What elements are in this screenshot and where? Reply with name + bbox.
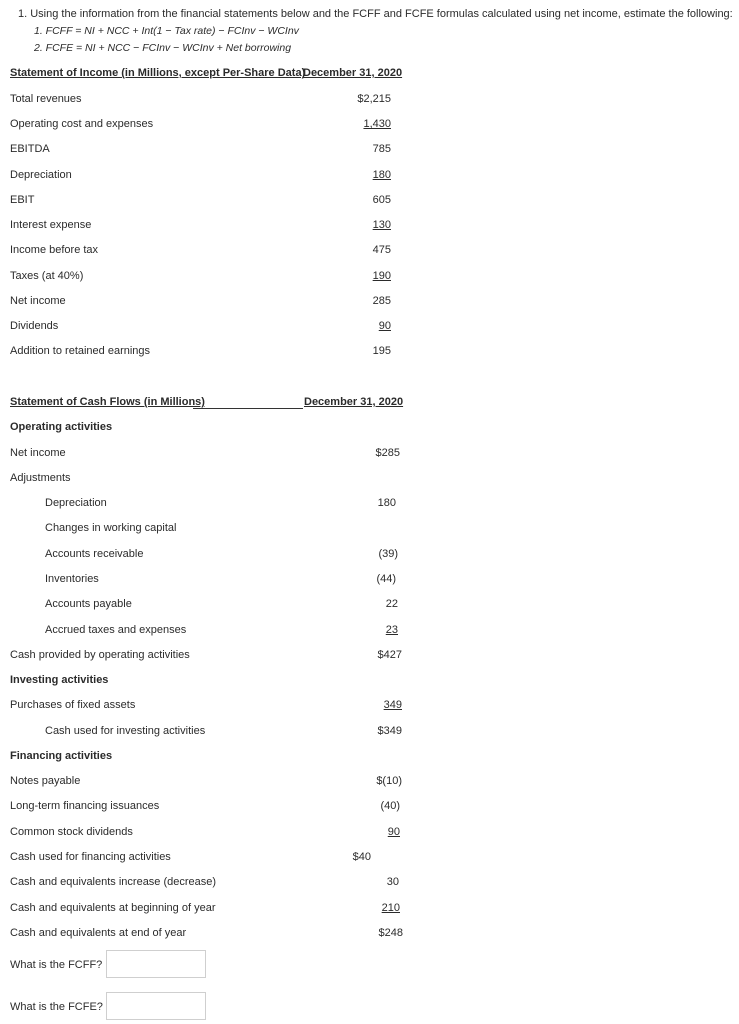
ar-label: Accounts receivable	[45, 548, 144, 560]
income-row-value: 130	[372, 219, 391, 231]
income-row-value: 180	[372, 169, 391, 181]
inventories-label: Inventories	[45, 573, 99, 585]
fcff-formula: 1. FCFF = NI + NCC + Int(1 − Tax rate) − FCInv − WCInv	[34, 25, 299, 37]
header-rule	[193, 408, 303, 409]
income-statement-title: Statement of Income (in Millions, except Per-Share Data)	[10, 67, 306, 79]
accrued-label: Accrued taxes and expenses	[45, 624, 187, 636]
income-row-value: $2,215	[357, 93, 391, 105]
question-intro: 1. Using the information from the financial statements below and the FCFF and FCFE formulas calculated using net income, estimate the following:	[18, 8, 733, 20]
financing-heading: Financing activities	[10, 750, 113, 762]
income-row-value: 1,430	[363, 118, 391, 130]
ap-label: Accounts payable	[45, 598, 132, 610]
income-row-value: 195	[372, 345, 391, 357]
investing-heading: Investing activities	[10, 674, 109, 686]
ar-value: (39)	[378, 548, 398, 560]
fcff-answer-input[interactable]	[106, 950, 206, 978]
ltd-value: (40)	[380, 800, 400, 812]
income-row-label: Depreciation	[10, 169, 72, 181]
fcfe-question: What is the FCFE?	[10, 1001, 103, 1013]
income-row-value: 785	[372, 143, 391, 155]
cf-net-income-value: $285	[375, 447, 400, 459]
cf-depreciation-value: 180	[377, 497, 396, 509]
ap-value: 22	[385, 598, 398, 610]
cash-begin-label: Cash and equivalents at beginning of year	[10, 902, 216, 914]
income-row-label: EBIT	[10, 194, 35, 206]
income-row-label: Dividends	[10, 320, 59, 332]
inventories-value: (44)	[376, 573, 396, 585]
cashflow-statement-date: December 31, 2020	[304, 396, 404, 408]
notes-payable-label: Notes payable	[10, 775, 81, 787]
dividends-value: 90	[387, 826, 400, 838]
income-statement-date: December 31, 2020	[303, 67, 403, 79]
cf-net-income-label: Net income	[10, 447, 66, 459]
cff-label: Cash used for financing activities	[10, 851, 171, 863]
fcff-question: What is the FCFF?	[10, 959, 103, 971]
cfo-label: Cash provided by operating activities	[10, 649, 190, 661]
notes-payable-value: $(10)	[376, 775, 402, 787]
income-row-value: 90	[378, 320, 391, 332]
adjustments-label: Adjustments	[10, 472, 71, 484]
wc-changes-label: Changes in working capital	[45, 522, 177, 534]
cff-value: $40	[352, 851, 371, 863]
cashflow-statement-title: Statement of Cash Flows (in Millions)	[10, 396, 205, 408]
cfi-label: Cash used for investing activities	[45, 725, 206, 737]
ltd-label: Long-term financing issuances	[10, 800, 160, 812]
fcfe-answer-input[interactable]	[106, 992, 206, 1020]
operating-heading: Operating activities	[10, 421, 113, 433]
cash-change-label: Cash and equivalents increase (decrease)	[10, 876, 217, 888]
dividends-label: Common stock dividends	[10, 826, 133, 838]
cash-end-value: $248	[378, 927, 403, 939]
cfi-value: $349	[377, 725, 402, 737]
cash-change-value: 30	[386, 876, 399, 888]
capex-value: 349	[383, 699, 402, 711]
income-row-value: 605	[372, 194, 391, 206]
cash-end-label: Cash and equivalents at end of year	[10, 927, 187, 939]
income-row-label: Interest expense	[10, 219, 92, 231]
income-row-label: Operating cost and expenses	[10, 118, 154, 130]
income-row-label: EBITDA	[10, 143, 50, 155]
income-row-label: Net income	[10, 295, 66, 307]
income-row-value: 475	[372, 244, 391, 256]
accrued-value: 23	[385, 624, 398, 636]
capex-label: Purchases of fixed assets	[10, 699, 136, 711]
income-row-label: Income before tax	[10, 244, 99, 256]
income-row-label: Taxes (at 40%)	[10, 270, 84, 282]
income-row-value: 190	[372, 270, 391, 282]
income-row-value: 285	[372, 295, 391, 307]
fcfe-formula: 2. FCFE = NI + NCC − FCInv − WCInv + Net borrowing	[34, 42, 292, 54]
income-row-label: Total revenues	[10, 93, 82, 105]
cfo-value: $427	[377, 649, 402, 661]
cf-depreciation-label: Depreciation	[45, 497, 107, 509]
cash-begin-value: 210	[381, 902, 400, 914]
income-row-label: Addition to retained earnings	[10, 345, 151, 357]
